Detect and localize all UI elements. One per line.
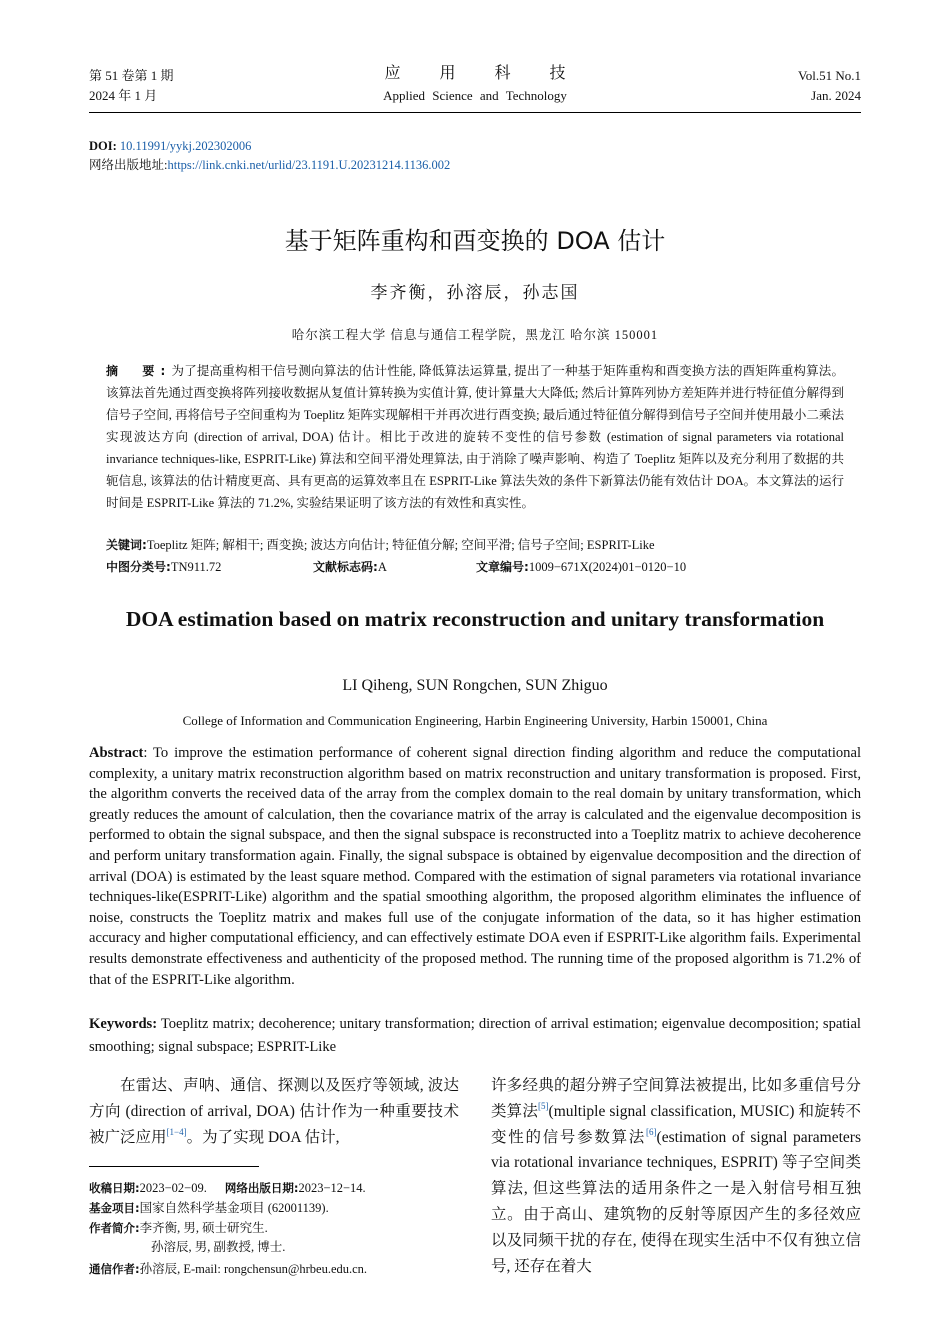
- body-left-column: [89, 1073, 459, 1150]
- doc-code-value: A: [377, 560, 387, 574]
- doc-code-label: 文献标志码:: [313, 560, 378, 574]
- body-right-text-2: (multiple signal classification, MUSIC) 和旋转不变性的信号参数算法: [491, 1102, 861, 1146]
- keywords-cn: [106, 534, 844, 556]
- doi-block: [89, 137, 450, 175]
- online-address-link[interactable]: https://link.cnki.net/urlid/23.1191.U.20231214.1136.002: [167, 158, 451, 172]
- author-bio-2: 孙溶辰, 男, 副教授, 博士.: [151, 1240, 286, 1254]
- online-date-label: 网络出版日期:: [224, 1181, 299, 1195]
- body-right-column: [491, 1073, 861, 1279]
- keywords-cn-label: 关键词:: [106, 538, 147, 552]
- affiliation-cn: 哈尔滨工程大学 信息与通信工程学院，黑龙江 哈尔滨 150001: [291, 328, 659, 342]
- footnote-dates: [89, 1179, 469, 1197]
- author-bio-label: 作者简介:: [89, 1221, 140, 1235]
- authors-en: LI Qiheng, SUN Rongchen, SUN Zhiguo: [342, 677, 608, 694]
- doi-label: DOI:: [89, 139, 117, 153]
- paper-title-cn: 基于矩阵重构和酉变换的 DOA 估计: [284, 227, 666, 255]
- footnote-fund: [89, 1199, 469, 1217]
- abstract-en-label: Abstract: [89, 745, 144, 761]
- citation-5[interactable]: [5]: [538, 1100, 549, 1111]
- header-divider: [89, 112, 861, 113]
- footnote-corresponding: [89, 1260, 469, 1278]
- corresponding-author-label: 通信作者:: [89, 1262, 140, 1276]
- header-issue-cn: 第 51 卷第 1 期: [89, 68, 174, 83]
- header-date-cn: 2024 年 1 月: [89, 88, 158, 103]
- author-bio-1: 李齐衡, 男, 硕士研究生.: [139, 1221, 268, 1235]
- clc-number: [106, 556, 221, 578]
- keywords-en: [89, 1013, 861, 1059]
- citation-6[interactable]: [6]: [646, 1126, 657, 1137]
- header-date-en: Jan. 2024: [811, 88, 861, 103]
- citation-1-4[interactable]: [1−4]: [166, 1126, 187, 1137]
- header-journal-block: [300, 62, 650, 106]
- clc-value: TN911.72: [170, 560, 222, 574]
- received-date-label: 收稿日期:: [89, 1181, 140, 1195]
- doi-link[interactable]: 10.11991/yykj.202302006: [119, 139, 252, 153]
- corresponding-author-value: 孙溶辰, E-mail: rongchensun@hrbeu.edu.cn.: [139, 1262, 368, 1276]
- fund-value: 国家自然科学基金项目 (62001139).: [139, 1201, 329, 1215]
- header-issue-block: [89, 66, 174, 106]
- keywords-en-label: Keywords:: [89, 1016, 158, 1032]
- online-address-label: 网络出版地址:: [89, 158, 168, 172]
- footnote-author-2: [151, 1238, 531, 1256]
- article-number-label: 文章编号:: [476, 560, 529, 574]
- paper-title-en: DOA estimation based on matrix reconstruction and unitary transformation: [125, 607, 825, 631]
- abstract-cn: [106, 360, 844, 514]
- body-right-text-1: 许多经典的超分辨子空间算法被提出, 比如多重信号分类算法: [491, 1077, 861, 1120]
- article-number: [476, 556, 686, 578]
- authors-cn: 李齐衡，孙溶辰，孙志国: [370, 283, 580, 302]
- affiliation-en: College of Information and Communication Engineering, Harbin Engineering University, Harbin 150001, China: [182, 713, 768, 728]
- article-number-value: 1009−671X(2024)01−0120−10: [528, 560, 687, 574]
- online-address-line: [89, 156, 450, 175]
- header-volume-block: [798, 66, 861, 106]
- journal-name-en: Applied Science and Technology: [383, 88, 567, 103]
- keywords-cn-text: Toeplitz 矩阵; 解相干; 酉变换; 波达方向估计; 特征值分解; 空间平滑; 信号子空间; ESPRIT-Like: [146, 538, 655, 552]
- header-volume-en: Vol.51 No.1: [798, 68, 861, 83]
- fund-label: 基金项目:: [89, 1201, 140, 1215]
- body-left-text-cont: 。为了实现 DOA 估计,: [186, 1128, 340, 1146]
- abstract-cn-label: 摘 要:: [106, 364, 172, 378]
- body-right-text-3: (estimation of signal parameters via rotational invariance techniques, ESPRIT) 等子空间类算法, 但这些算法的适用条件之一是入射信号相互独立。由于高山、建筑物的反射等原因产生的多径效应以及同频干扰的存在, 使得在现实生活中不仅有独立信号, 还存在着大: [491, 1128, 861, 1275]
- received-date-value: 2023−02−09.: [139, 1181, 207, 1195]
- abstract-en: [89, 743, 861, 990]
- document-code: [313, 556, 387, 578]
- body-left-text: 在雷达、声呐、通信、探测以及医疗等领域, 波达方向 (direction of arrival, DOA) 估计作为一种重要技术被广泛应用: [89, 1077, 459, 1146]
- abstract-cn-text: 为了提高重构相干信号测向算法的估计性能, 降低算法运算量, 提出了一种基于矩阵重构和酉变换方法的酉矩阵重构算法。该算法首先通过酉变换将阵列接收数据从复值计算转换为实值计算, 使计算量大大降低; 然后计算阵列协方差矩阵并进行特征值分解得到信号子空间, 再将信号子空间重构为 Toeplitz 矩阵实现解相干并再次进行酉变换; 最后通过特征值分解得到信号子空间并使用最小二乘法实现波达方向 (direction of arrival, DOA) 估计。相比于改进的旋转不变性的信号参数 (estimation of signal parameters via rotational invariance techniques-like, ESPRIT-Like) 算法和空间平滑处理算法, 由于消除了噪声影响、构造了 Toeplitz 矩阵以及充分利用了数据的共轭信息, 该算法的估计精度更高、具有更高的运算效率且在 ESPRIT-Like 算法失效的条件下新算法仍能有效估计 DOA。本文算法的运行时间是 ESPRIT-Like 算法的 71.2%, 实验结果证明了该方法的有效性和真实性。: [106, 364, 844, 510]
- keywords-en-text: Toeplitz matrix; decoherence; unitary transformation; direction of arrival estimation; eigenvalue decomposition; spatial smoothing; signal subspace; ESPRIT-Like: [89, 1016, 861, 1055]
- clc-label: 中图分类号:: [106, 560, 171, 574]
- doi-line: [89, 137, 450, 156]
- footnote-divider: [89, 1166, 259, 1167]
- journal-name-cn: 应用科技: [384, 65, 605, 82]
- online-date-value: 2023−12−14.: [298, 1181, 366, 1195]
- abstract-en-text: : To improve the estimation performance of coherent signal direction finding algorithm and reduce the computational complexity, a unitary matrix reconstruction algorithm based on matrix reconstruction and unitary transformation is proposed. First, the algorithm converts the received data of the array from the complex domain to the real domain by unitary transformation, which greatly reduces the amount of calculation, then the covariance matrix of the array is calculated and the eigenvalue decomposition is performed to obtain the signal subspace, and then the signal subspace is reconstructed into a Toeplitz matrix to achieve decoherence and perform unitary transformation again. Finally, the signal subspace is obtained by eigenvalue decomposition and the direction of arrival (DOA) is estimated by the least square method. Compared with the estimation of signal parameters via rotational invariance techniques-like(ESPRIT-Like) algorithm and the spatial smoothing algorithm, the proposed algorithm eliminates the influence of noise, constructs the Toeplitz matrix and makes full use of the conjugate information of the data, so it has higher estimation accuracy and higher computational efficiency, and can effectively estimate DOA even if ESPRIT-Like algorithm fails. Experimental results demonstrate effectiveness and authenticity of the proposed method. The running time of the proposed algorithm is 71.2% of that of the ESPRIT-Like algorithm.: [89, 745, 861, 988]
- footnote-authors: [89, 1219, 469, 1237]
